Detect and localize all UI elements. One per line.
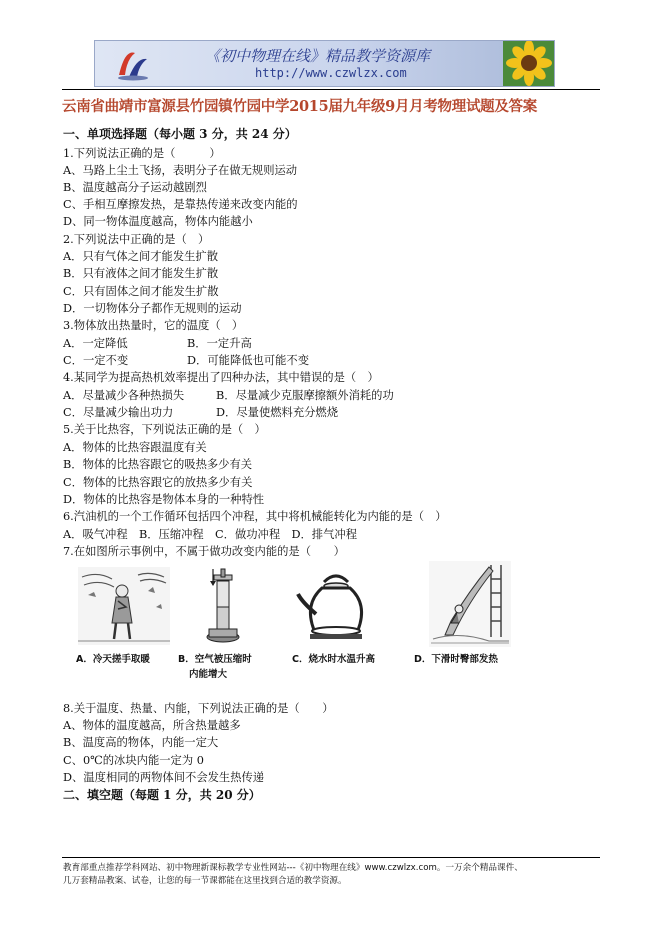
figure-air-compression [203,567,243,647]
footer-rule [62,857,600,858]
q2-option-b: B．只有液体之间才能发生扩散 [63,267,219,280]
figure-c-caption: C．烧水时水温升高 [292,654,375,665]
figure-b-caption-line2: 内能增大 [189,669,228,680]
footer-line-2: 几万套精品教案、试卷，让您的每一节课都能在这里找到合适的教学资源。 [63,876,347,886]
banner-title: 《初中物理在线》精品教学资源库 [205,47,431,65]
footer-line-1: 教育部重点推荐学科网站、初中物理新课标教学专业性网站---《初中物理在线》www.czwlzx.com。一万余个精品课件、 [63,863,523,873]
q8-option-b: B、温度高的物体，内能一定大 [63,736,219,749]
q1-option-c: C、手相互摩擦发热，是靠热传递来改变内能的 [63,198,298,211]
q4-option-d: D．尽量使燃料充分燃烧 [216,406,339,419]
q8-stem: 8.关于温度、热量、内能，下列说法正确的是（ ） [63,702,334,715]
q5-option-d: D．物体的比热容是物体本身的一种特性 [63,493,265,506]
q8-option-a: A、物体的温度越高，所含热量越多 [63,719,241,732]
q3-option-d: D．可能降低也可能不变 [187,354,310,367]
q5-option-c: C．物体的比热容跟它的放热多少有关 [63,476,253,489]
q1-option-b: B、温度越高分子运动越剧烈 [63,181,207,194]
banner-url[interactable]: http://www.czwlzx.com [255,66,407,80]
figure-kettle [296,574,376,640]
document-title: 云南省曲靖市富源县竹园镇竹园中学2015届九年级9月月考物理试题及答案 [62,98,537,115]
sunflower-icon [503,41,554,86]
q2-option-c: C．只有固体之间才能发生扩散 [63,285,219,298]
figure-b-caption-line1: B．空气被压缩时 [178,654,252,665]
q6-stem: 6.汽油机的一个工作循环包括四个冲程，其中将机械能转化为内能的是（ ） [63,510,447,523]
q2-stem: 2.下列说法中正确的是（ ） [63,233,210,246]
q8-option-c: C、0℃的冰块内能一定为 0 [63,754,204,767]
q5-option-a: A．物体的比热容跟温度有关 [63,441,207,454]
figure-slide [429,561,511,647]
q3-stem: 3.物体放出热量时，它的温度（ ） [63,319,244,332]
q7-stem: 7.在如图所示事例中，不属于做功改变内能的是（ ） [63,545,345,558]
header-banner [94,40,555,87]
q2-option-d: D．一切物体分子都作无规则的运动 [63,302,242,315]
q2-option-a: A．只有气体之间才能发生扩散 [63,250,219,263]
q4-option-b: B．尽量减少克服摩擦额外消耗的功 [216,389,394,402]
footer [63,862,603,888]
q3-option-c: C．一定不变 [63,354,129,367]
q1-stem: 1.下列说法正确的是（ ） [63,147,221,160]
q6-options: A．吸气冲程 B．压缩冲程 C．做功冲程 D．排气冲程 [63,528,357,541]
top-rule [62,89,600,90]
figure-a-caption: A．冷天搓手取暖 [76,654,150,665]
q4-stem: 4.某同学为提高热机效率提出了四种办法，其中错误的是（ ） [63,371,379,384]
site-logo-icon [115,45,151,81]
q4-option-a: A．尽量减少各种热损失 [63,389,185,402]
q1-option-a: A、马路上尘土飞扬，表明分子在做无规则运动 [63,164,298,177]
q4-option-c: C．尽量减少输出功力 [63,406,174,419]
section-heading-1: 一、单项选择题（每小题 3 分，共 24 分） [63,127,297,141]
section-heading-2: 二、填空题（每题 1 分，共 20 分） [63,788,261,802]
figure-rubbing-hands [78,567,170,645]
q1-option-d: D、同一物体温度越高，物体内能越小 [63,215,253,228]
q3-option-a: A．一定降低 [63,337,128,350]
q8-option-d: D、温度相同的两物体间不会发生热传递 [63,771,265,784]
figure-d-caption: D．下滑时臀部发热 [414,654,498,665]
q5-stem: 5.关于比热容，下列说法正确的是（ ） [63,423,266,436]
q5-option-b: B．物体的比热容跟它的吸热多少有关 [63,458,253,471]
q3-option-b: B．一定升高 [187,337,252,350]
